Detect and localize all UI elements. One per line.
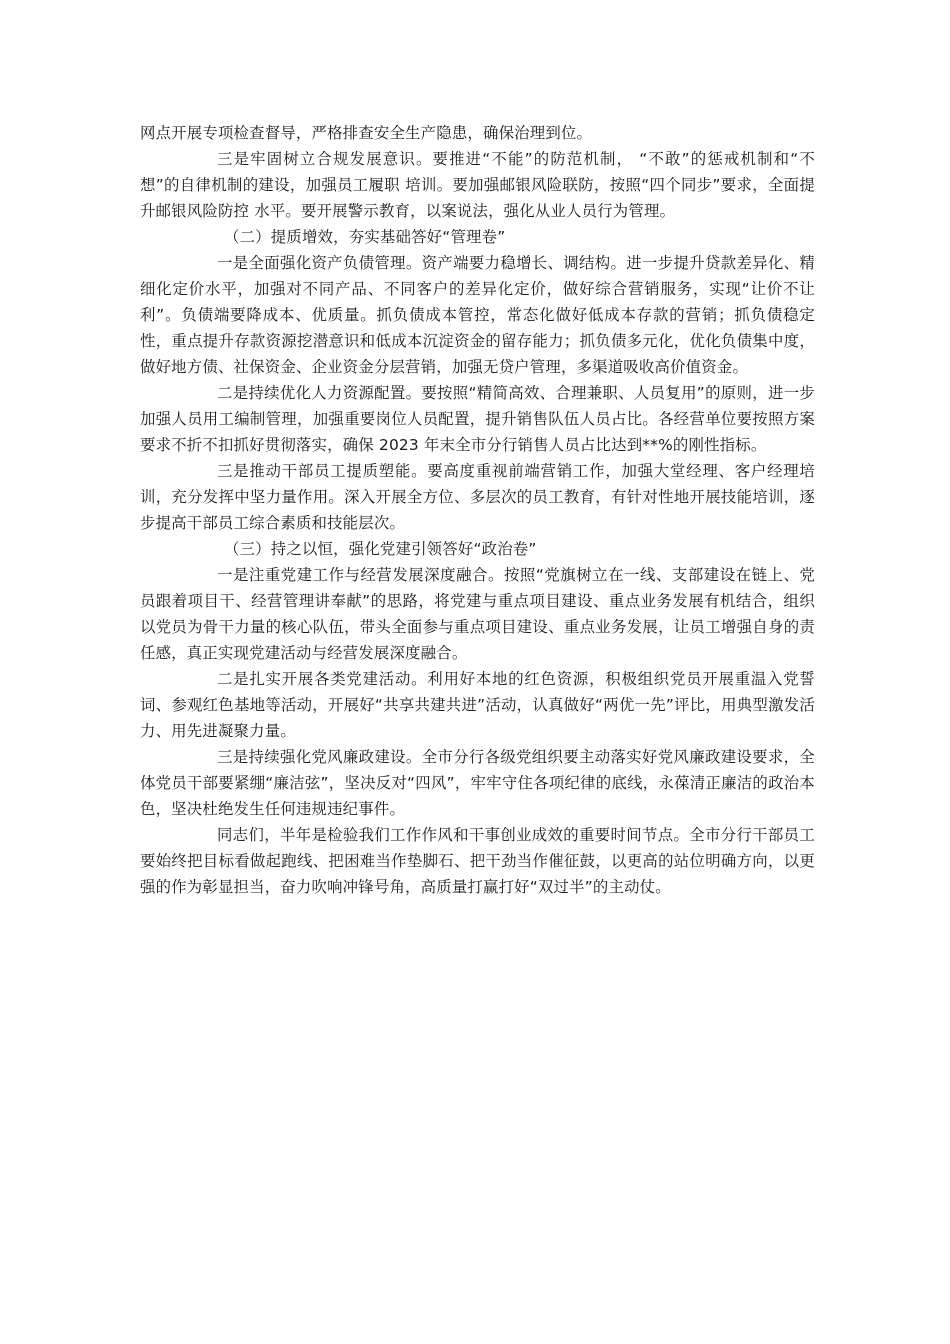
paragraph-integrity: 三是持续强化党风廉政建设。全市分行各级党组织要主动落实好党风廉政建设要求，全体党员干部要紧绷“廉洁弦”，坚决反对“四风”，牢牢守住各项纪律的底线，永葆清正廉洁的政治本色，坚决杜绝发生任何违规违纪事件。	[140, 748, 815, 818]
paragraph-asset-liability: 一是全面强化资产负债管理。资产端要力稳增长、调结构。进一步提升贷款差异化、精细化定价水平，加强对不同产品、不同客户的差异化定价，做好综合营销服务，实现“让价不让利”。负债端要降成本、优质量。抓负债成本管控，常态化做好低成本存款的营销；抓负债稳定性，重点提升存款资源挖潜意识和低成本沉淀资金的留存能力；抓负债多元化，优化负债集中度，做好地方债、社保资金、企业资金分层营销，加强无贷户管理，多渠道吸收高价值资金。	[140, 254, 815, 376]
document-page	[140, 120, 815, 900]
paragraph-safety-inspection: 网点开展专项检查督导，严格排查安全生产隐患，确保治理到位。	[140, 124, 593, 142]
paragraph-staff-training: 三是推动干部员工提质塑能。要高度重视前端营销工作，加强大堂经理、客户经理培训，充分发挥中坚力量作用。深入开展全方位、多层次的员工教育，有针对性地开展技能培训，逐步提高干部员工综合素质和技能层次。	[140, 462, 815, 532]
section-heading-management: （二）提质增效，夯实基础答好“管理卷”	[224, 228, 506, 246]
paragraph-human-resources: 二是持续优化人力资源配置。要按照“精简高效、合理兼职、人员复用”的原则，进一步加强人员用工编制管理，加强重要岗位人员配置，提升销售队伍人员占比。各经营单位要按照方案要求不折不扣抓好贯彻落实，确保 2023 年末全市分行销售人员占比达到**%的刚性指标。	[140, 384, 815, 454]
paragraph-party-activities: 二是扎实开展各类党建活动。利用好本地的红色资源，积极组织党员开展重温入党誓词、参观红色基地等活动，开展好“共享共建共进”活动，认真做好“两优一先”评比，用典型激发活力、用先进凝聚力量。	[140, 670, 815, 740]
paragraph-closing: 同志们，半年是检验我们工作作风和干事创业成效的重要时间节点。全市分行干部员工要始终把目标看做起跑线、把困难当作垫脚石、把干劲当作催征鼓，以更高的站位明确方向，以更强的作为彰显担当，奋力吹响冲锋号角，高质量打赢打好“双过半”的主动仗。	[140, 826, 815, 896]
paragraph-compliance: 三是牢固树立合规发展意识。要推进“不能”的防范机制， “不敢”的惩戒机制和“不想”的自律机制的建设，加强员工履职 培训。要加强邮银风险联防，按照“四个同步”要求，全面提升邮银风险防控 水平。要开展警示教育，以案说法，强化从业人员行为管理。	[140, 150, 815, 220]
section-heading-politics: （三）持之以恒，强化党建引领答好“政治卷”	[224, 540, 537, 558]
paragraph-party-integration: 一是注重党建工作与经营发展深度融合。按照“党旗树立在一线、支部建设在链上、党员跟着项目干、经营管理讲奉献”的思路，将党建与重点项目建设、重点业务发展有机结合，组织以党员为骨干力量的核心队伍，带头全面参与重点项目建设、重点业务发展，让员工增强自身的责任感，真正实现党建活动与经营发展深度融合。	[140, 566, 815, 662]
